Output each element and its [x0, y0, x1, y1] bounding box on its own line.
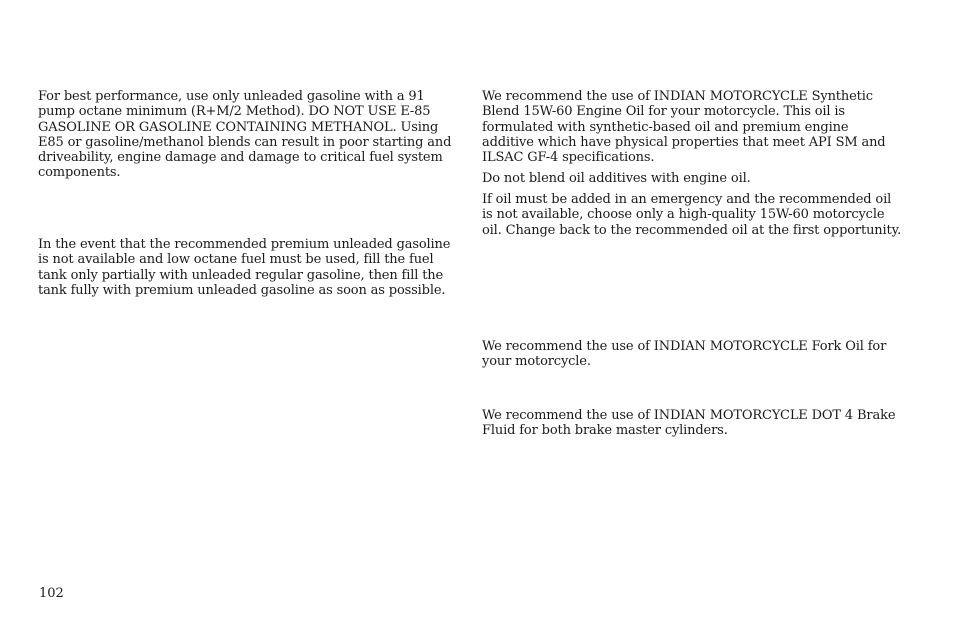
page-number: 102 — [39, 586, 64, 601]
oil-additive-warning-paragraph: Do not blend oil additives with engine oil. — [482, 171, 751, 186]
fork-oil-paragraph: We recommend the use of INDIAN MOTORCYCLE Fork Oil for your motorcycle. — [482, 339, 887, 370]
engine-oil-recommendation-paragraph: We recommend the use of INDIAN MOTORCYCLE Synthetic Blend 15W-60 Engine Oil for your motorcycle. This oil is formulated with synthetic-based oil and premium engine additive which have physical properties that meet API SM and ILSAC GF-4 specifications. — [482, 89, 886, 166]
brake-fluid-paragraph: We recommend the use of INDIAN MOTORCYCLE DOT 4 Brake Fluid for both brake master cylinders. — [482, 408, 896, 439]
emergency-oil-paragraph: If oil must be added in an emergency and the recommended oil is not available, choose only a high-quality 15W-60 motorcycle oil. Change back to the recommended oil at the first opportunity. — [482, 192, 902, 238]
low-octane-fuel-paragraph: In the event that the recommended premium unleaded gasoline is not available and low octane fuel must be used, fill the fuel tank only partially with unleaded regular gasoline, then fill the tank fully with premium unleaded gasoline as soon as possible. — [38, 237, 451, 298]
fuel-recommendation-paragraph: For best performance, use only unleaded gasoline with a 91 pump octane minimum (R+M/2 Method). DO NOT USE E-85 GASOLINE OR GASOLINE CONTAINING METHANOL. Using E85 or gasoline/methanol blends can result in poor starting and driveability, engine damage and damage to critical fuel system components. — [38, 89, 452, 181]
